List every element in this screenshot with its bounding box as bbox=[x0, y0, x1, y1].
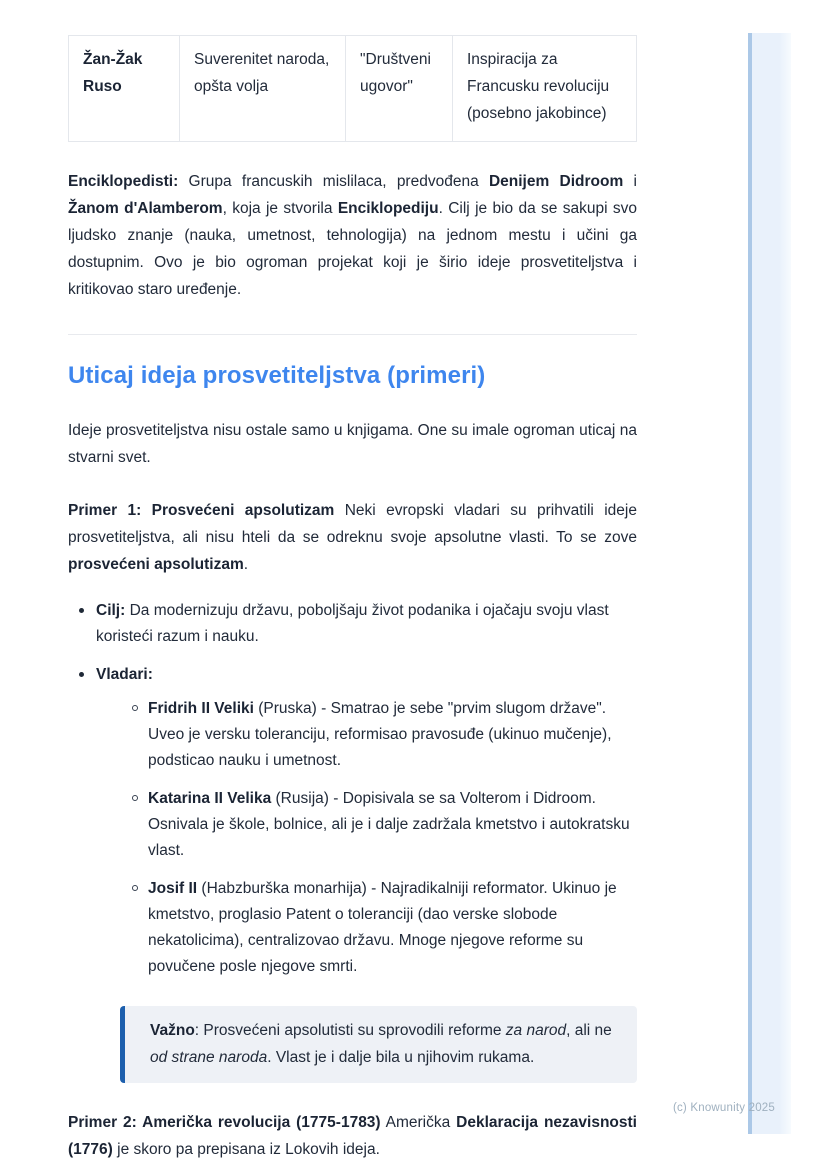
table-cell-thinker: Žan-Žak Ruso bbox=[68, 36, 180, 142]
table-cell-ideas: Suverenitet naroda, opšta volja bbox=[180, 36, 346, 142]
list-item-cilj bbox=[96, 598, 637, 650]
list-item-text: Cilj: Da modernizuju državu, poboljšaju život podanika i ojačaju svoju vlast koristeći razum i nauku. bbox=[96, 602, 609, 645]
list-item-text: Katarina II Velika (Rusija) - Dopisivala se sa Volterom i Didroom. Osnivala je škole, bolnice, ali je i dalje zadržala kmetstvo i autokratsku vlast. bbox=[148, 790, 630, 859]
table-cell-influence: Inspiracija za Francusku revoluciju (posebno jakobince) bbox=[453, 36, 637, 142]
document-content bbox=[68, 0, 637, 1163]
section-heading: Uticaj ideja prosvetiteljstva (primeri) bbox=[68, 362, 486, 389]
page-edge-highlight-strip bbox=[752, 33, 791, 1134]
bullet-list bbox=[68, 598, 637, 980]
paragraph-primer-1: Primer 1: Prosvećeni apsolutizam Neki evropski vladari su prihvatili ideje prosvetiteljstva, ali nisu hteli da se odreknu svoje apsolutne vlasti. To se zove prosvećeni apsolutizam. bbox=[68, 502, 637, 573]
comparison-table bbox=[68, 35, 637, 142]
list-item-text: Vladari: bbox=[96, 666, 153, 683]
list-item-josif bbox=[148, 876, 637, 980]
table-cell-work: "Društveni ugovor" bbox=[346, 36, 453, 142]
paragraph-primer-2: Primer 2: Američka revolucija (1775-1783) Američka Deklaracija nezavisnosti (1776) je skoro pa prepisana iz Lokovih ideja. bbox=[68, 1114, 637, 1158]
nested-bullet-list bbox=[96, 696, 637, 980]
important-callout bbox=[120, 1006, 637, 1083]
paragraph-enciklopedisti: Enciklopedisti: Grupa francuskih mislilaca, predvođena Denijem Didroom i Žanom d'Alamberom, koja je stvorila Enciklopediju. Cilj je bio da se sakupi svo ljudsko znanje (nauka, umetnost, tehnologija) na jednom mestu i učini ga dostupnim. Ovo je bio ogroman projekat koji je širio ideje prosvetiteljstva i kritikovao staro uređenje. bbox=[68, 173, 638, 298]
list-item-katarina bbox=[148, 786, 637, 864]
callout-text: Važno: Prosvećeni apsolutisti su sprovodili reforme za narod, ali ne od strane naroda. Vlast je i dalje bila u njihovim rukama. bbox=[150, 1022, 612, 1066]
list-item-text: Josif II (Habzburška monarhija) - Najradikalniji reformator. Ukinuo je kmetstvo, proglasio Patent o toleranciji (dao verske slobode nekatolicima), centralizovao državu. Mnoge njegove reforme su povučene posle njegove smrti. bbox=[148, 880, 617, 975]
paragraph-uvod: Ideje prosvetiteljstva nisu ostale samo u knjigama. One su imale ogroman uticaj na stvarni svet. bbox=[68, 422, 637, 466]
section-divider bbox=[68, 334, 637, 335]
list-item-vladari bbox=[96, 662, 637, 980]
list-item-text: Fridrih II Veliki (Pruska) - Smatrao je sebe "prvim slugom države". Uveo je versku toleranciju, reformisao pravosuđe (ukinuo mučenje), podsticao nauku i umetnost. bbox=[148, 700, 612, 769]
list-item-fridrih bbox=[148, 696, 637, 774]
copyright-note: (c) Knowunity 2025 bbox=[672, 1102, 775, 1114]
